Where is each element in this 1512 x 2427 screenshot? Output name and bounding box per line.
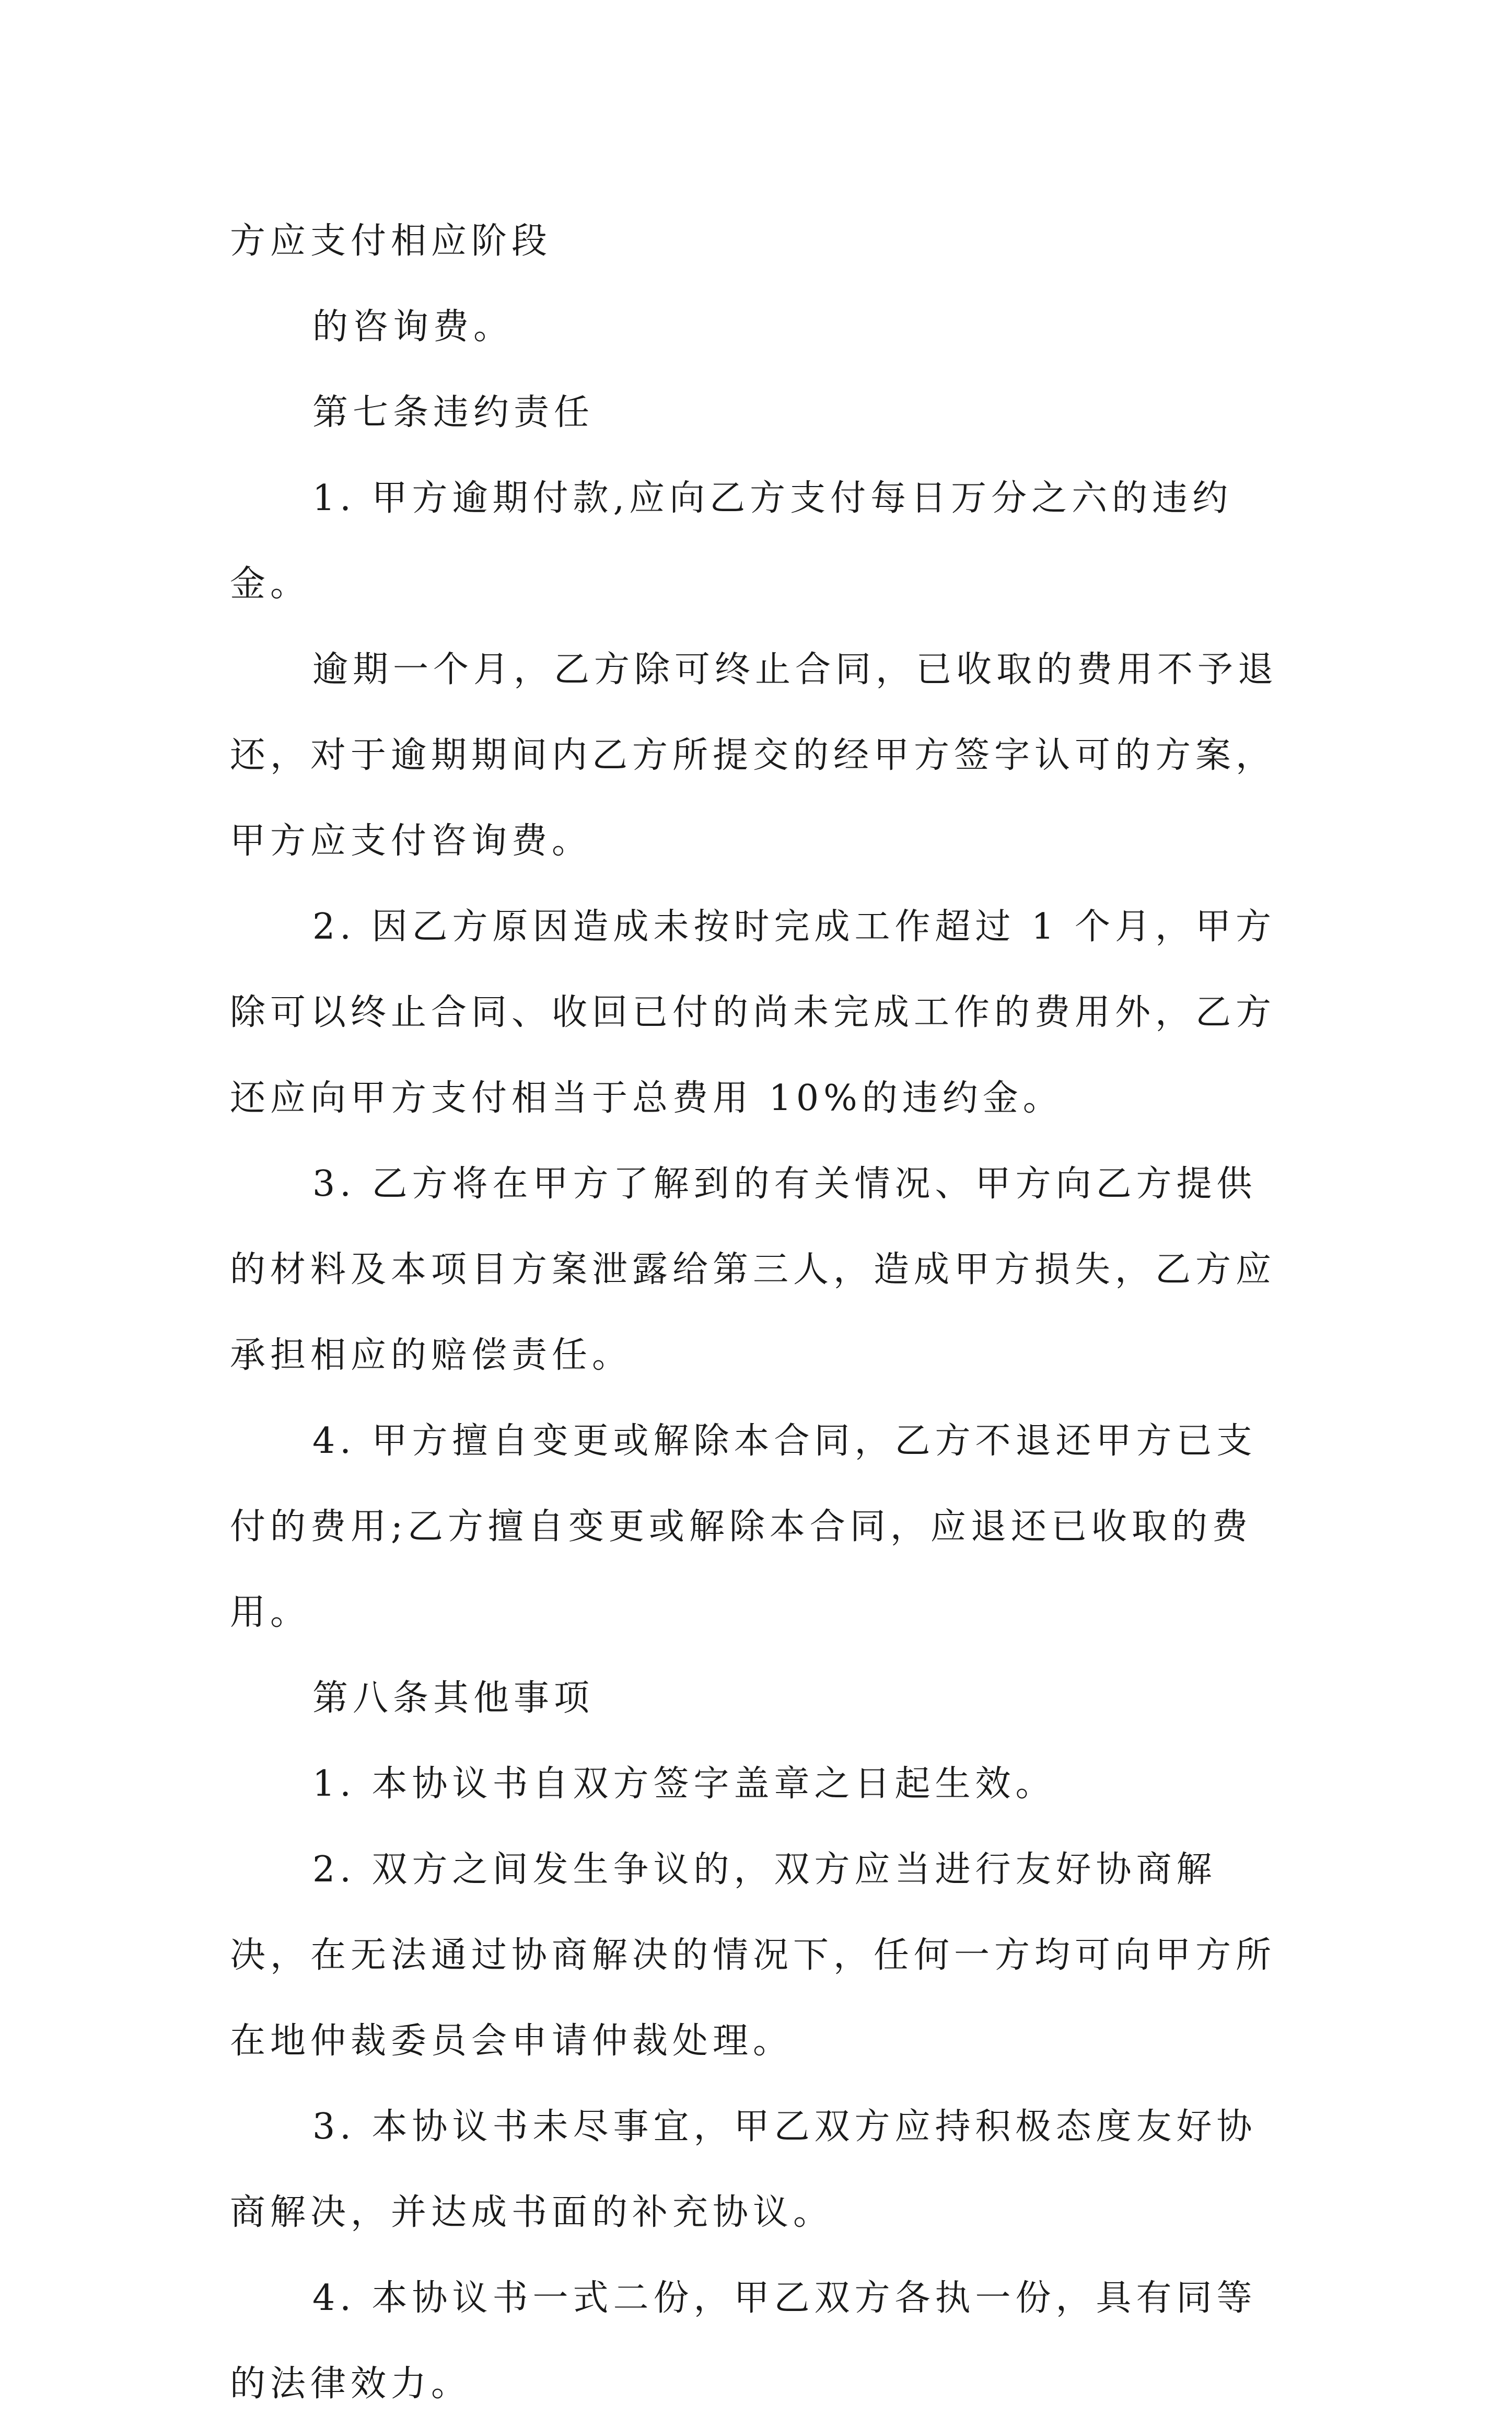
article-8-item-4: 4. 本协议书一式二份，甲乙双方各执一份，具有同等的法律效力。	[230, 2278, 1257, 2405]
article-7-item-4: 4. 甲方擅自变更或解除本合同，乙方不退还甲方已支付的费用;乙方擅自变更或解除本合同，应退还已收取的费用。	[230, 1420, 1257, 1633]
article-7-item-3: 3. 乙方将在甲方了解到的有关情况、甲方向乙方提供的材料及本项目方案泄露给第三人，造成甲方损失，乙方应承担相应的赔偿责任。	[230, 1163, 1276, 1376]
paragraph-1: 方应支付相应阶段	[230, 221, 552, 262]
article-7-heading: 第七条违约责任	[312, 392, 595, 433]
document-body	[230, 199, 1290, 2427]
article-8-item-1: 1. 本协议书自双方签字盖章之日起生效。	[312, 1763, 1056, 1805]
article-8-item-3: 3. 本协议书未尽事宜，甲乙双方应持积极态度友好协商解决，并达成书面的补充协议。	[230, 2106, 1257, 2233]
article-7-item-1: 1. 甲方逾期付款,应向乙方支付每日万分之六的违约金。	[230, 478, 1233, 605]
article-8-heading: 第八条其他事项	[312, 1678, 595, 1719]
article-7-item-1-continued: 逾期一个月，乙方除可终止合同，已收取的费用不予退还，对于逾期期间内乙方所提交的经甲方签字认可的方案，甲方应支付咨询费。	[230, 649, 1278, 862]
article-8-item-2: 2. 双方之间发生争议的，双方应当进行友好协商解决，在无法通过协商解决的情况下，任何一方均可向甲方所在地仲裁委员会申请仲裁处理。	[230, 1849, 1276, 2062]
article-7-item-2: 2. 因乙方原因造成未按时完成工作超过 1 个月，甲方除可以终止合同、收回已付的尚未完成工作的费用外，乙方还应向甲方支付相当于总费用 10%的违约金。	[230, 906, 1276, 1119]
paragraph-2: 的咨询费。	[312, 306, 514, 348]
